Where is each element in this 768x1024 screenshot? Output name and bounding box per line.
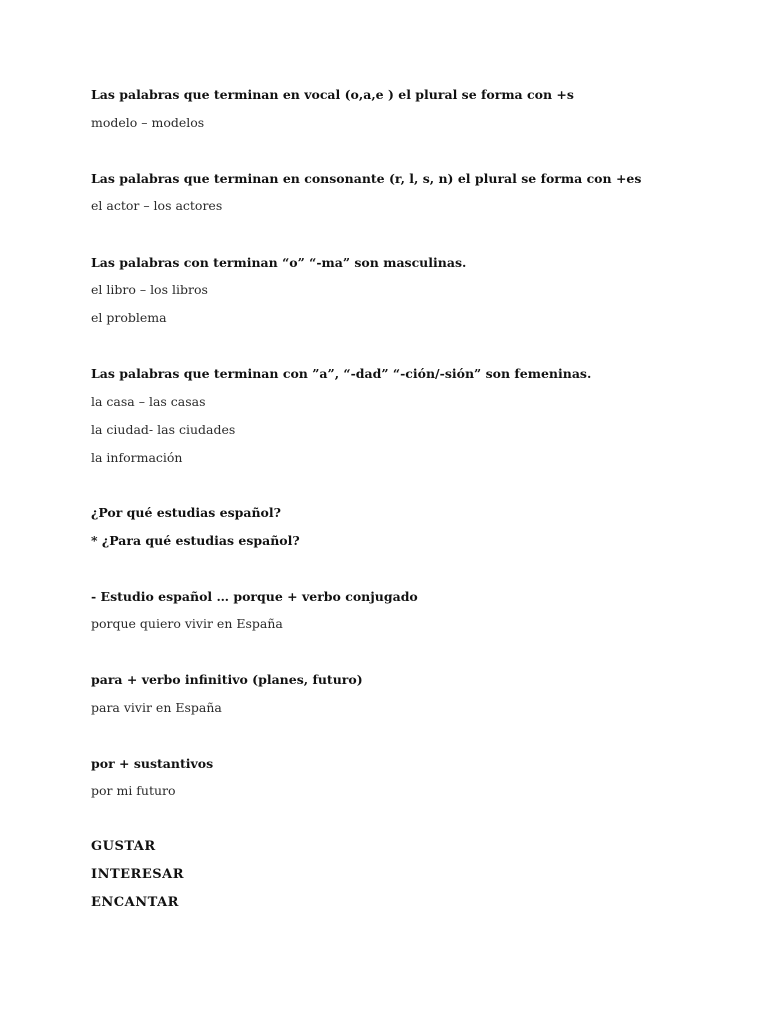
example-actor: el actor – los actores [91,198,223,213]
verb-encantar: ENCANTAR [91,895,179,910]
rule-heading-para: para + verbo infinitivo (planes, futuro) [91,672,363,687]
example-porque: porque quiero vivir en España [91,616,283,631]
example-informacion: la información [91,450,183,465]
question-para-que: * ¿Para qué estudias español? [91,533,300,548]
rule-heading-femeninas: Las palabras que terminan con ”a”, “-dad” “-ción/-sión” son femeninas. [91,366,592,381]
rule-heading-por: por + sustantivos [91,756,214,771]
example-ciudad: la ciudad- las ciudades [91,422,236,437]
example-modelo: modelo – modelos [91,115,205,130]
example-casa: la casa – las casas [91,394,206,409]
example-libro: el libro – los libros [91,282,208,297]
verb-gustar: GUSTAR [91,839,156,854]
rule-heading-porque: - Estudio español … porque + verbo conjugado [91,589,418,604]
verb-interesar: INTERESAR [91,867,185,882]
example-para: para vivir en España [91,700,222,715]
example-por: por mi futuro [91,783,176,798]
rule-heading-consonante: Las palabras que terminan en consonante (r, l, s, n) el plural se forma con +es [91,171,642,186]
rule-heading-vocal: Las palabras que terminan en vocal (o,a,e ) el plural se forma con +s [91,87,574,102]
example-problema: el problema [91,310,167,325]
rule-heading-masculinas: Las palabras con terminan “o” “-ma” son masculinas. [91,255,467,270]
question-por-que: ¿Por qué estudias español? [91,505,281,520]
